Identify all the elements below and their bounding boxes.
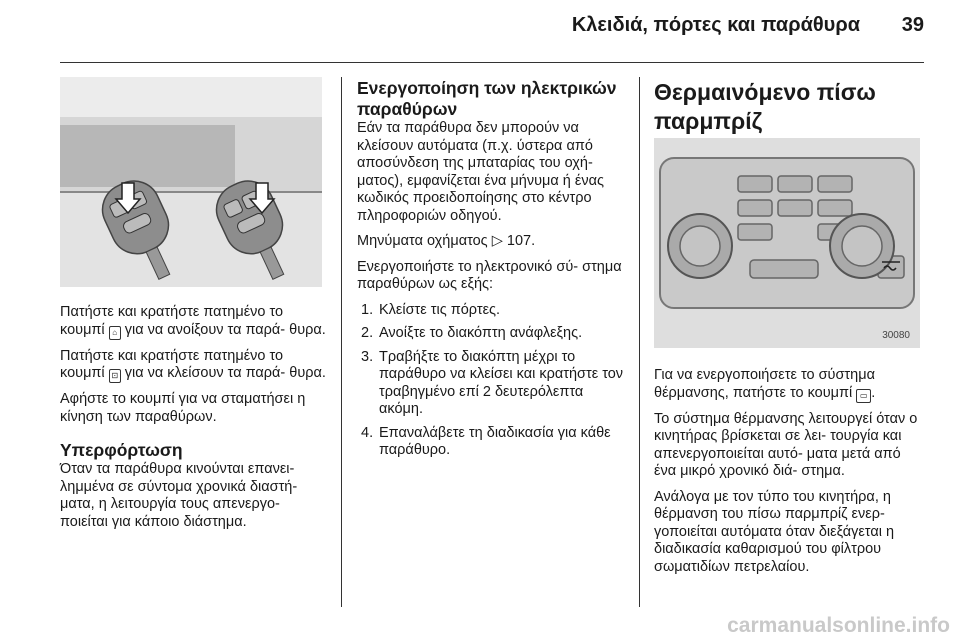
step-number: 2. [361,325,374,341]
step-number: 1. [361,301,374,318]
activation-steps-intro: Ενεργοποιήστε το ηλεκτρονικό σύ- στημα παραθύρων ως εξής: [357,258,622,292]
figure-code: 30080 [882,330,910,341]
heater-engine-note: Ανάλογα με τον τύπο του κινητήρα, η θέρμανση του πίσω παρμπρίζ ενερ- γοποιείται αυτόματα όταν διεξάγεται η διαδικασία καθαρισμού του φίλτρου σωματιδίων πετρελαίου. [654,488,895,575]
activation-heading: Ενεργοποίηση των ηλεκτρικών παραθύρων [357,78,617,119]
column-divider-1 [341,77,342,607]
lock-instruction [60,348,328,384]
unlock-text-after: για να ανοίξουν τα παρά- θυρα. [124,321,326,338]
step-text: Ανοίξτε το διακόπτη ανάφλεξης. [379,325,583,341]
column-divider-2 [639,77,640,607]
step-text: Κλείστε τις πόρτες. [379,301,501,318]
step-text: Επαναλάβετε τη διαδικασία για κάθε παράθυρο. [379,424,611,458]
list-item [357,325,625,343]
list-item [357,425,625,460]
heater-operation: Το σύστημα θέρμανσης λειτουργεί όταν ο κινητήρας βρίσκεται σε λει- τουργία και απενεργοποιείται αυτό- ματα μετά από ένα μικρό χρονικό διά- στημα. [654,410,918,479]
heater-activation [654,367,924,403]
overload-heading: Υπερφόρτωση [60,440,183,460]
ref-page: 107. [506,233,536,249]
key-fob-illustration [60,77,322,287]
heated-rear-window-heading: Θερμαινόμενο πίσω παρμπρίζ [654,79,876,134]
lock-text-before: Πατήστε και κρατήστε πατημένο το κουμπί [60,347,284,381]
column-3-body [654,367,924,584]
key-fob-figure [60,77,322,287]
vehicle-messages-ref [357,233,625,251]
column-1 [60,304,328,539]
heater-text-before: Για να ενεργοποιήσετε το σύστημα θέρμανσης, πατήστε το κουμπί [654,367,875,401]
column-3 [654,78,924,146]
page-number: 39 [901,14,924,36]
heater-text-after: . [871,384,876,401]
list-item [357,302,625,320]
activation-steps [357,302,625,460]
lock-icon: ⊡ [109,369,121,383]
unlock-icon: ⌂ [109,326,121,340]
list-item [357,349,625,419]
rear-defrost-icon: ▭ [856,389,871,403]
unlock-instruction [60,304,328,340]
page-ref-arrow-icon: ▷ [491,233,503,249]
header-rule [60,62,924,63]
lock-text-after: για να κλείσουν τα παρά- θυρα. [124,365,326,381]
step-number: 4. [361,424,374,441]
column-2 [357,78,625,466]
activation-intro: Εάν τα παράθυρα δεν μπορούν να κλείσουν αυτόματα (π.χ. ύστερα από αποσύνδεση της μπαταρίας του οχή- ματος), εμφανίζεται ένα μήνυμα ή ένας κωδικός προειδοποίησης στο κέντρο πληροφοριών οδηγού. [357,120,604,224]
overload-text: Όταν τα παράθυρα κινούνται επανει- λημμένα σε σύντομα χρονικά διαστή- ματα, η λειτουργία τους απενεργο- ποιείται για κάποιο διάστημα. [60,461,298,530]
climate-panel-figure [654,138,920,348]
release-instruction: Αφήστε το κουμπί για να σταματήσει η κίνηση των παραθύρων. [60,391,306,425]
climate-panel-illustration [654,138,920,348]
step-number: 3. [361,348,374,365]
ref-text: Μηνύματα οχήματος [357,233,488,249]
watermark: carmanualsonline.info [727,614,950,637]
running-title: Κλειδιά, πόρτες και παράθυρα [571,14,860,36]
step-text: Τραβήξτε το διακόπτη μέχρι το παράθυρο να κλείσει και κρατήστε τον τραβηγμένο επί 2 δευτερόλεπτα ακόμη. [379,348,624,417]
unlock-text-before: Πατήστε και κρατήστε πατημένο το κουμπί [60,304,284,338]
